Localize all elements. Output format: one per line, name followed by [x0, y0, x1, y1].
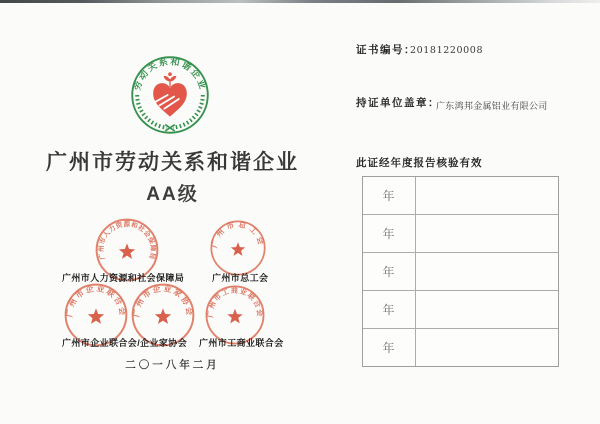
annual-verification-table: [362, 176, 559, 367]
seal-label-human-resources-bureau: 广州市人力资源和社会保障局: [62, 273, 185, 283]
year-cell: 年: [363, 329, 416, 366]
seal-arc-text: 广州市总工会: [209, 219, 267, 249]
issue-date: 二〇一八年二月: [125, 359, 220, 371]
logo-arc-text: 劳动关系和谐企业: [131, 56, 209, 92]
record-cell: [416, 215, 558, 252]
seal-arc-text: 广州市人力资源和社会保障局: [98, 221, 156, 261]
seal-star-icon: [88, 308, 104, 324]
seal-label-industry-commerce: 广州市工商业联合会: [199, 338, 284, 348]
holder-company-name: 广东鸿邦金属铝业有限公司: [436, 102, 548, 112]
record-cell: [416, 253, 558, 290]
sprout-leaf-right: [170, 76, 176, 81]
seal-star-icon: [227, 309, 242, 324]
certificate-number-label: 证书编号：: [356, 44, 416, 56]
seal-federation-of-trade-unions: [209, 219, 267, 277]
sprout-leaf-left: [164, 76, 170, 81]
seal-label-trade-unions: 广州市总工会: [212, 273, 269, 283]
year-cell: 年: [363, 215, 416, 252]
seal-arc-text: 广州市工商业联合会: [206, 286, 264, 318]
sprout-blossom: [168, 72, 172, 76]
harmonious-labor-relations-logo-icon: [130, 55, 210, 135]
record-cell: [416, 177, 558, 214]
table-row: [363, 329, 558, 366]
year-cell: 年: [363, 177, 416, 214]
year-cell: 年: [363, 291, 416, 328]
table-row: [363, 291, 558, 329]
seal-arc-text: 广州市企业家协会: [131, 283, 195, 318]
year-cell: 年: [363, 253, 416, 290]
table-row: [363, 253, 558, 291]
holder-seal-label: 持证单位盖章：: [356, 97, 440, 109]
seal-star-icon: [231, 242, 245, 256]
annual-verification-note: 此证经年度报告核验有效: [356, 157, 483, 169]
seal-star-icon: [155, 308, 171, 324]
table-row: [363, 177, 558, 215]
certificate-number-value: 20181220008: [410, 45, 484, 56]
record-cell: [416, 329, 558, 366]
seal-label-enterprise-federation: 广州市企业联合会/企业家协会: [62, 338, 188, 348]
seal-star-icon: [119, 243, 135, 259]
certificate-grade: AA级: [146, 184, 199, 205]
table-row: [363, 215, 558, 253]
record-cell: [416, 291, 558, 328]
certificate-title: 广州市劳动关系和谐企业: [46, 151, 299, 174]
seal-arc-text: 广州市企业联合会: [64, 283, 128, 318]
